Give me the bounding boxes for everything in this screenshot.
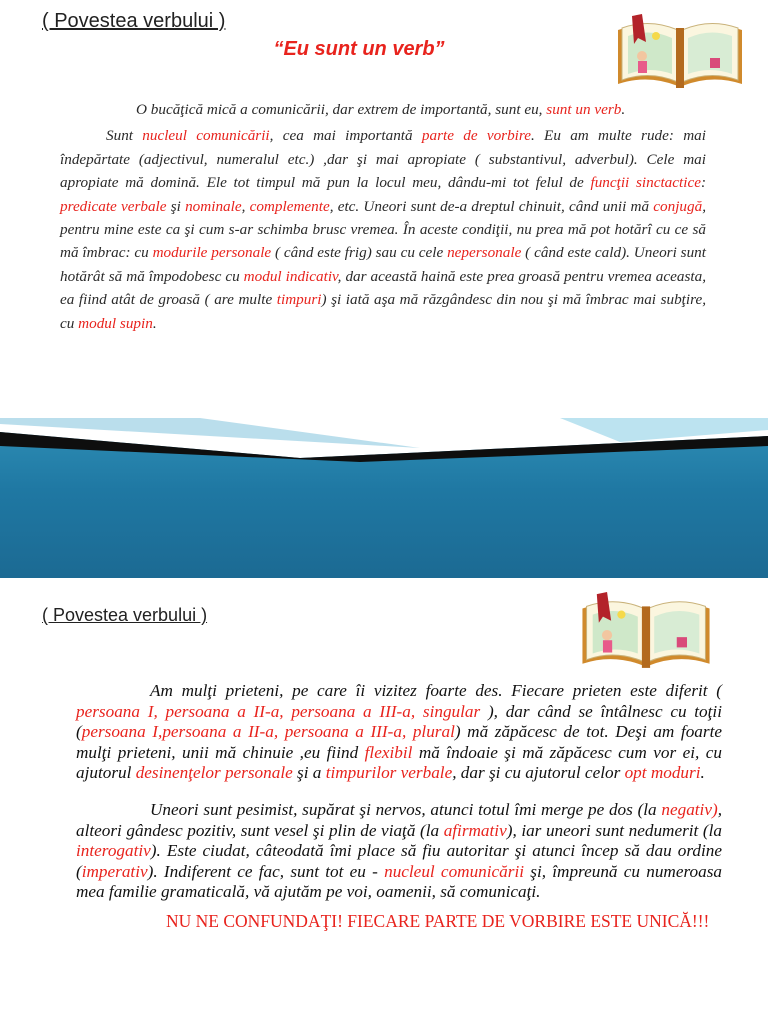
highlighted-term: predicate verbale [60,197,167,215]
slide1-title: ( Povestea verbului ) [42,10,226,32]
highlighted-term: modul supin [78,314,153,332]
text-run: Uneori sunt pesimist, supărat şi nervos, atunci totul îmi merge pe dos (la [150,799,662,819]
highlighted-term: nepersonale [447,244,522,262]
decorative-band [0,418,768,578]
slide1-heading-text: “Eu sunt un verb” [273,38,445,60]
slide1-body [60,98,706,335]
text-run: . Eu am multe rude: mai îndepărtate (adjectivul, numeralul etc.) ,dar şi mai apropiate ( substantivul, adverbul). Cele mai apropiate mă domină. Ele tot timpul mă pun la locul meu, dându-mi tot felul de [60,127,706,192]
highlighted-term: persoana I, persoana a II-a, persoana a III-a, singular [76,701,481,721]
text-run: , dar această haină este prea groasă pentru vremea aceasta, ea fiind atât de groasă ( are multe [60,267,707,309]
highlighted-term: imperativ [81,861,148,881]
slide2-body [76,681,722,932]
highlighted-term: interogativ [76,841,151,861]
highlighted-term: desinenţelor personale [135,763,293,783]
highlighted-term: afirmativ [443,820,507,840]
slide2-paragraph-1 [76,681,722,784]
slide1-paragraph-2 [60,124,706,335]
text-run: , dar şi cu ajutorul celor [452,763,625,783]
highlighted-term: conjugă [653,197,703,215]
open-book-icon [612,12,748,97]
text-run: . [621,101,626,118]
highlighted-term: nucleul comunicării [142,127,270,145]
text-run: , pentru mine este ca şi cum s-ar schimba brusc vremea. În aceste condiţii, nu prea mă pot hotărî cu ce să mă îmbrac: cu [60,197,707,262]
highlighted-term: opt moduri [624,763,701,783]
highlighted-term: modul indicativ [243,267,338,285]
highlighted-term: timpuri [276,291,322,309]
highlighted-term: complemente [249,197,330,215]
highlighted-term: parte de vorbire [421,127,531,145]
text-run: , etc. Uneori sunt de-a dreptul chinuit, când unii mă [329,197,654,215]
text-run: ( când este frig) sau cu cele [271,244,448,262]
highlighted-term: timpurilor verbale [325,763,453,783]
highlighted-term: sunt un verb [546,101,622,118]
highlighted-term: persoana I,persoana a II-a, persoana a III-a, plural [81,722,455,742]
text-run: ) şi iată aşa mă răzgândesc din nou şi mă îmbrac mai subţire, cu [60,291,706,332]
text-run: ). Este ciudat, câteodată îmi place să fiu autoritar şi atunci încep să dau ordine ( [76,841,722,881]
highlighted-term: nominale [185,197,242,215]
text-run: , alteori gândesc pozitiv, sunt vesel şi plin de viaţă (la [76,799,722,840]
highlighted-term: nucleul comunicării [384,861,524,881]
text-run: ), dar când se întâlnesc cu toţii ( [76,701,722,742]
highlighted-term: flexibil [364,742,413,762]
text-run: şi, împreună cu numeroasa mea familie gramaticală, vă ajutăm pe voi, oamenii, să comunicaţi. [76,861,722,902]
text-run: Sunt [106,127,143,145]
text-run: mă îndoaie şi mă zăpăcesc cum vor ei, cu ajutorul [76,742,722,783]
text-run: şi [166,197,186,215]
open-book-icon [576,590,716,677]
text-run: ), iar uneori sunt nedumerit (la [506,820,723,840]
text-run: ( când este cald). Uneori sunt hotărât să mă împodobesc cu [60,244,706,285]
highlighted-term: negativ) [661,799,718,819]
text-run: Am mulţi prieteni, pe care îi vizitez foarte des. Fiecare prieten este diferit ( [150,681,722,700]
slide2-paragraph-2 [76,800,722,903]
text-run: : [700,174,706,192]
highlighted-term: funcţii sinctactice [590,174,701,192]
highlighted-term: modurile personale [152,244,272,262]
text-run: şi a [292,763,326,783]
text-run: , cea mai importantă [269,127,422,145]
slide-2 [0,578,768,1024]
text-run: . [700,763,705,783]
text-run: . [152,314,157,332]
slide2-title: ( Povestea verbului ) [42,605,208,625]
slide-1 [0,0,768,418]
slide2-final-line: NU NE CONFUNDAŢI! FIECARE PARTE DE VORBIRE ESTE UNICĂ!!! [166,910,710,931]
text-run: ) mă zăpăcesc de tot. Deşi am foarte mulţi prieteni, unii mă chinuie ,eu fiind [76,722,722,762]
slide1-paragraph-1 [60,98,706,121]
text-run: O bucăţică mică a comunicării, dar extrem de importantă, sunt eu, [136,101,547,118]
text-run: , [241,197,250,215]
text-run: ). Indiferent ce fac, sunt tot eu - [147,861,385,881]
